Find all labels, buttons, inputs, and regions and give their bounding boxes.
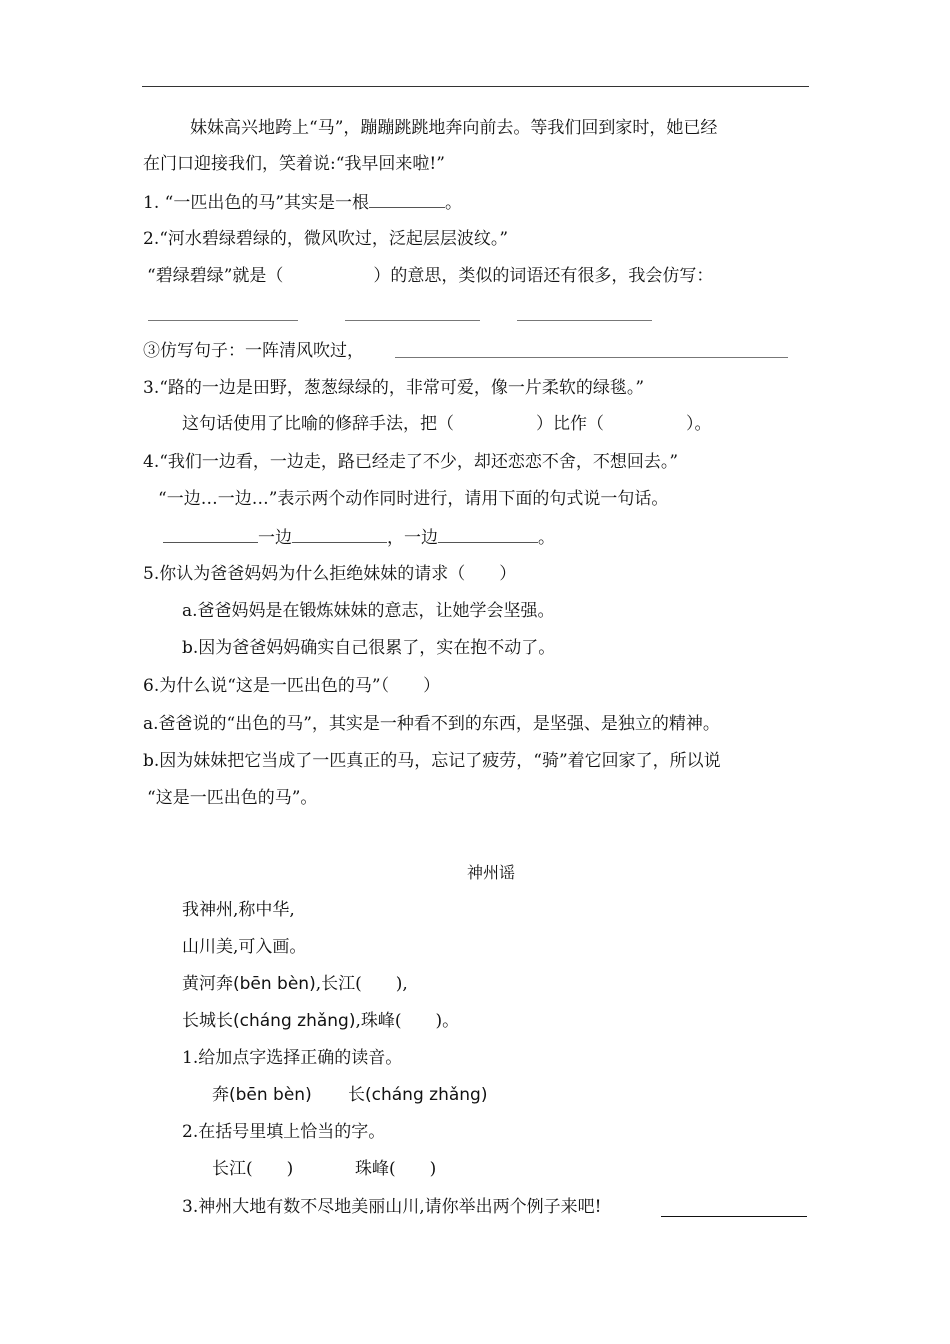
imitate-word-blank-3[interactable]	[517, 320, 652, 321]
question-1-text: 1. “一匹出色的马”其实是一根	[143, 193, 370, 213]
question-3-text-b: ）比作（	[536, 414, 604, 434]
question-4-text-c: 。	[538, 528, 555, 548]
poem-question-1: 1.给加点字选择正确的读音。	[182, 1048, 403, 1068]
poem-question-2: 2.在括号里填上恰当的字。	[182, 1122, 386, 1142]
poem-question-3: 3.神州大地有数不尽地美丽山川,请你举出两个例子来吧!	[182, 1197, 602, 1217]
question-2-line-1: 2.“河水碧绿碧绿的，微风吹过，泛起层层波纹。”	[143, 229, 509, 249]
pronunciation-options-chang: (cháng zhǎng)	[365, 1085, 488, 1105]
header-rule	[142, 86, 809, 87]
question-4-blank-3[interactable]	[438, 526, 538, 543]
question-5-option-b[interactable]: b.因为爸爸妈妈确实自己很累了，实在抱不动了。	[182, 638, 556, 658]
question-2-text-b: ）的意思，类似的词语还有很多，我会仿写：	[373, 266, 714, 286]
question-4-line-2: “一边…一边…”表示两个动作同时进行，请用下面的句式说一句话。	[158, 489, 669, 509]
poem-question-2-item-2[interactable]: 珠峰( )	[355, 1159, 437, 1179]
imitate-sentence-blank[interactable]	[395, 357, 788, 358]
question-4-blank-2[interactable]	[292, 526, 387, 543]
question-2-text-a: “碧绿碧绿”就是（	[147, 266, 284, 286]
poem-line-3	[182, 973, 408, 995]
question-1	[143, 191, 462, 214]
imitate-word-blank-1[interactable]	[148, 320, 298, 321]
question-2-line-2	[147, 265, 713, 287]
poem-line-4-text: 长城长	[182, 1011, 233, 1031]
passage-line-2: 在门口迎接我们，笑着说:“我早回来啦!”	[143, 154, 445, 174]
passage-line-1: 妹妹高兴地跨上“马”，蹦蹦跳跳地奔向前去。等我们回到家时，她已经	[190, 118, 718, 138]
poem-question-1-item-2[interactable]	[348, 1084, 487, 1106]
question-6-option-b-line-2[interactable]: “这是一匹出色的马”。	[147, 788, 318, 808]
question-4-blank-1[interactable]	[163, 526, 258, 543]
question-1-blank[interactable]	[369, 191, 445, 208]
poem-line-4-rest: ,珠峰( )。	[355, 1011, 460, 1031]
question-5-option-a[interactable]: a.爸爸妈妈是在锻炼妹妹的意志，让她学会坚强。	[182, 601, 555, 621]
pronunciation-options-ben: (bēn bèn)	[229, 1085, 312, 1105]
question-2-line-3: ③仿写句子：一阵清风吹过，	[143, 341, 364, 361]
pronunciation-char-chang: 长	[348, 1085, 365, 1105]
poem-question-3-answer-blank[interactable]	[661, 1216, 807, 1217]
poem-question-1-item-1[interactable]	[212, 1084, 312, 1106]
imitate-word-blank-2[interactable]	[345, 320, 480, 321]
poem-line-4-pinyin: (cháng zhǎng)	[233, 1011, 356, 1031]
poem-line-2: 山川美,可入画。	[182, 937, 307, 957]
question-3-line-2	[182, 413, 712, 435]
question-3-text-c: ）。	[686, 414, 712, 434]
question-3-line-1: 3.“路的一边是田野，葱葱绿绿的，非常可爱，像一片柔软的绿毯。”	[143, 378, 645, 398]
pronunciation-char-ben: 奔	[212, 1085, 229, 1105]
poem-title: 神州谣	[467, 863, 516, 882]
poem-line-3-rest: ,长江( ),	[315, 974, 408, 994]
poem-line-3-text: 黄河奔	[182, 974, 233, 994]
question-6: 6.为什么说“这是一匹出色的马”（ ）	[143, 676, 441, 696]
poem-line-3-pinyin: (bēn bèn)	[233, 974, 316, 994]
question-5: 5.你认为爸爸妈妈为什么拒绝妹妹的请求（ ）	[143, 564, 517, 584]
question-4-line-3	[163, 526, 555, 549]
question-4-text-b: ，一边	[387, 528, 438, 548]
poem-line-4	[182, 1010, 459, 1032]
question-3-text-a: 这句话使用了比喻的修辞手法，把（	[182, 414, 454, 434]
question-1-end: 。	[445, 193, 463, 213]
poem-question-2-item-1[interactable]: 长江( )	[212, 1159, 294, 1179]
question-6-option-b-line-1[interactable]: b.因为妹妹把它当成了一匹真正的马，忘记了疲劳，“骑”着它回家了，所以说	[143, 751, 721, 771]
question-6-option-a[interactable]: a.爸爸说的“出色的马”，其实是一种看不到的东西，是坚强、是独立的精神。	[143, 714, 720, 734]
poem-line-1: 我神州,称中华,	[182, 900, 295, 920]
question-4-text-a: 一边	[258, 528, 292, 548]
question-4-line-1: 4.“我们一边看，一边走，路已经走了不少，却还恋恋不舍，不想回去。”	[143, 452, 679, 472]
